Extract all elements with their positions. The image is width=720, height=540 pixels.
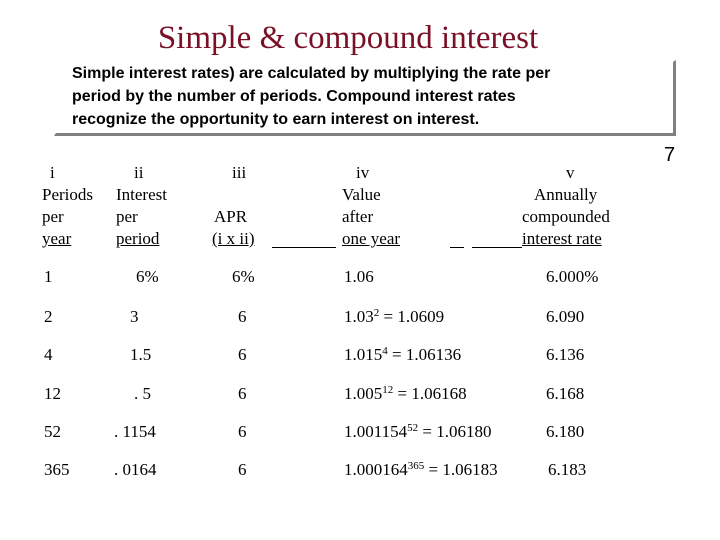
row-apr: 6 <box>238 422 247 441</box>
row-rate: 1.5 <box>130 345 152 364</box>
row-annual-rate: 6.180 <box>546 422 585 441</box>
col2-number: ii <box>134 163 144 182</box>
row-apr: 6 <box>238 384 247 403</box>
slide-number: 7 <box>664 144 676 166</box>
row-rate: 6% <box>136 267 159 286</box>
row-value: $1.015^4 = 1.06136$ <box>344 345 462 364</box>
col1-line3: year <box>42 229 72 248</box>
row-value: $1.03^2 = 1.0609$ <box>344 307 445 326</box>
row-rate: . 1154 <box>114 422 156 441</box>
row-apr: 6 <box>238 307 247 326</box>
col4-line2: after <box>342 207 374 226</box>
col4-underline <box>450 247 464 248</box>
row-periods: 12 <box>44 384 61 403</box>
row-annual-rate: 6.183 <box>548 460 587 479</box>
col2-line1: Interest <box>116 185 167 204</box>
row-periods: 2 <box>44 307 53 326</box>
row-annual-rate: 6.136 <box>546 345 585 364</box>
row-periods: 52 <box>44 422 61 441</box>
row-annual-rate: 6.168 <box>546 384 585 403</box>
row-value: $1.001154^{52} = 1.06180$ <box>344 422 492 441</box>
intro-line-2: period by the number of periods. Compound interest rates <box>72 88 516 105</box>
col4-line1: Value <box>342 185 381 204</box>
row-value: 1.06 <box>344 267 374 286</box>
col3-line1: APR <box>214 207 248 226</box>
intro-line-3: recognize the opportunity to earn interest on interest. <box>72 111 480 128</box>
row-apr: 6 <box>238 345 247 364</box>
col5-line1: Annually <box>534 185 598 204</box>
row-annual-rate: 6.090 <box>546 307 585 326</box>
row-apr: 6% <box>232 267 255 286</box>
col1-line1: Periods <box>42 185 93 204</box>
col2-line2: per <box>116 207 138 226</box>
col5-line3: interest rate <box>522 229 602 248</box>
col3-underline <box>272 247 336 248</box>
col1-line2: per <box>42 207 64 226</box>
col4-line3: one year <box>342 229 401 248</box>
col1-number: i <box>50 163 55 182</box>
row-periods: 1 <box>44 267 53 286</box>
row-value: $1.005^{12} = 1.06168$ <box>344 384 467 403</box>
col5-underline-lead <box>472 247 522 248</box>
row-annual-rate: 6.000% <box>546 267 599 286</box>
row-periods: 365 <box>44 460 70 479</box>
col4-number: iv <box>356 163 370 182</box>
row-periods: 4 <box>44 345 53 364</box>
page-title: Simple & compound interest <box>157 20 539 56</box>
col5-line2: compounded <box>522 207 610 226</box>
col5-number: v <box>566 163 575 182</box>
col2-line3: period <box>116 229 160 248</box>
row-rate: . 0164 <box>114 460 157 479</box>
intro-line-1: Simple interest rates) are calculated by multiplying the rate per <box>72 65 551 82</box>
col3-number: iii <box>232 163 247 182</box>
col3-line2: (i x ii) <box>212 229 255 248</box>
row-value: $1.000164^{365} = 1.06183$ <box>344 460 498 479</box>
row-rate: 3 <box>130 307 139 326</box>
row-rate: . 5 <box>134 384 151 403</box>
row-apr: 6 <box>238 460 247 479</box>
